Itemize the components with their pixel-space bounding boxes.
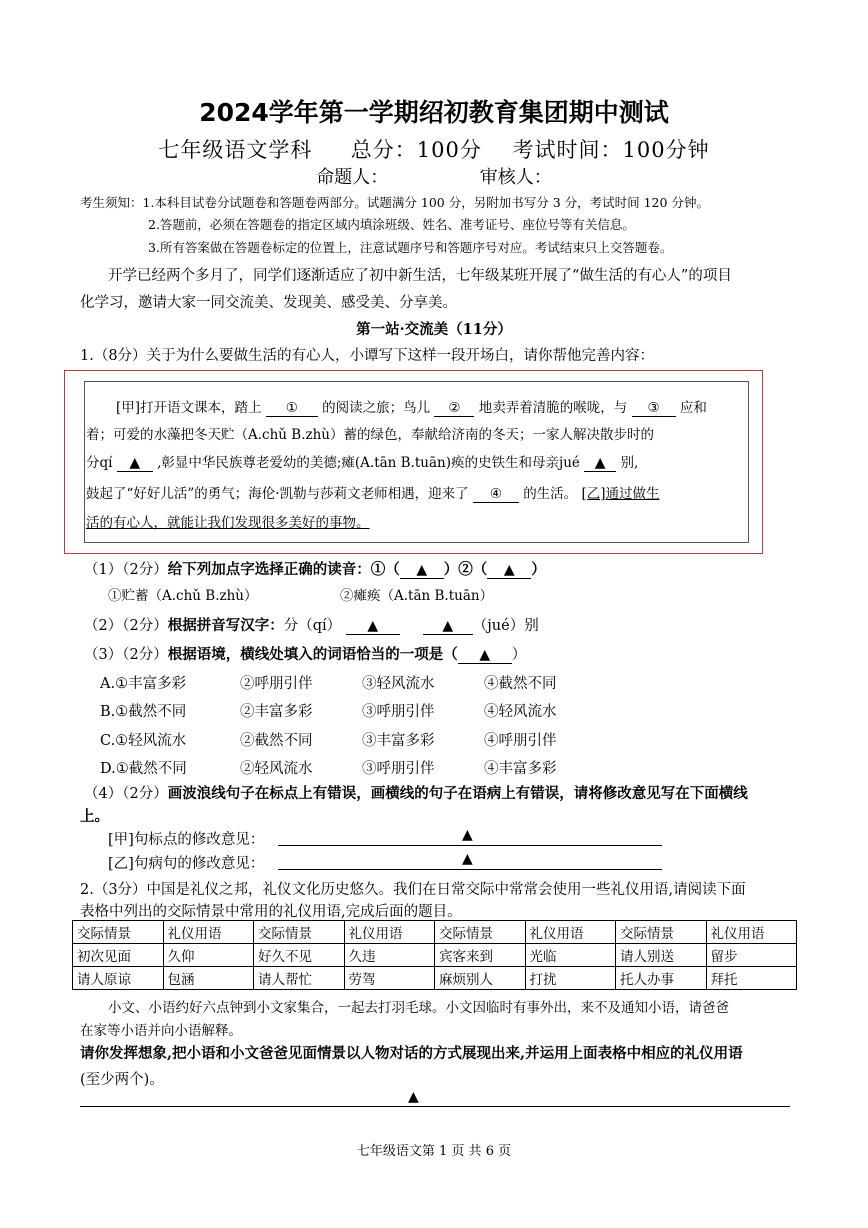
notice-line-1: 考生须知：1.本科目试卷分试题卷和答题卷两部分。试题满分 100 分，另附加书写分 3 分，考试时间 120 分钟。: [80, 195, 709, 210]
passage-text: 地卖弄着清脆的喉咙，与: [478, 400, 628, 416]
table-cell: 久违: [344, 944, 435, 967]
part-stem: 分（qí）: [283, 618, 342, 634]
passage-text: 鼓起了“好好儿活”的勇气；海伦·凯勒与莎莉文老师相遇，迎来了: [86, 486, 469, 502]
page-footer: 七年级语文第 1 页 共 6 页: [356, 1144, 512, 1159]
q1-stem: 1.（8分）关于为什么要做生活的有心人，小谭写下这样一段开场白，请你帮他完善内容：: [80, 348, 655, 364]
passage-text: [甲]打开语文课本，踏上: [116, 400, 262, 416]
table-cell: 交际情景: [73, 921, 164, 944]
part-stem: （jué）别: [472, 618, 539, 634]
part-number: （2）（2分）: [84, 618, 168, 634]
option-a-3: ③轻风流水: [362, 676, 435, 692]
table-cell: 请人别送: [616, 944, 707, 967]
answer-line[interactable]: [278, 845, 662, 846]
option-a-1: A.①丰富多彩: [100, 676, 187, 692]
q2-scene-1: 小文、小语约好六点钟到小文家集合，一起去打羽毛球。小文因临时有事外出，来不及通知小语，请爸爸: [108, 1000, 729, 1016]
passage-line-4: [86, 482, 660, 503]
table-row: [73, 944, 797, 967]
table-row: [73, 967, 797, 990]
table-cell: 拜托: [706, 967, 797, 990]
part-stem: ）: [531, 561, 546, 578]
q1-part1-option-a: ①贮蓄（A.chǔ B.zhù）: [108, 588, 258, 604]
answer-mark: ▲: [408, 1089, 419, 1105]
table-cell: 礼仪用语: [163, 921, 254, 944]
intro-line-2: 化学习，邀请大家一同交流美、发现美、感受美、分享美。: [80, 295, 457, 311]
table-cell: 请人原谅: [73, 967, 164, 990]
q2-stem-1: 2.（3分）中国是礼仪之邦，礼仪文化历史悠久。我们在日常交际中常常会使用一些礼仪用语,请阅读下面: [80, 882, 746, 898]
intro-line-1: 开学已经两个多月了，同学们逐渐适应了初中新生活，七年级某班开展了“做生活的有心人”的项目: [108, 268, 732, 284]
answer-blank[interactable]: ▲: [346, 618, 400, 635]
option-b-2: ②丰富多彩: [240, 704, 313, 720]
option-a-4: ④截然不同: [484, 676, 557, 692]
option-c-3: ③丰富多彩: [362, 733, 435, 749]
part-stem: ）: [511, 647, 527, 663]
part-stem: 根据拼音写汉字：: [167, 617, 284, 634]
notice-line-2: 2.答题前，必须在答题卷的指定区域内填涂班级、姓名、准考证号、座位号等有关信息。: [148, 217, 635, 232]
passage-text: 分qí: [86, 455, 113, 471]
option-b-1: B.①截然不同: [100, 704, 187, 720]
part-stem: ）②（: [443, 561, 488, 578]
passage-line-2: 着；可爱的水藻把冬天贮（A.chǔ B.zhù）蓄的绿色，奉献给济南的冬天；一家人解决散步时的: [86, 427, 654, 443]
passage-text: 的生活。: [523, 486, 578, 502]
table-cell: 交际情景: [616, 921, 707, 944]
table-cell: 交际情景: [254, 921, 345, 944]
table-cell: 礼仪用语: [525, 921, 616, 944]
exam-title: 2024学年第一学期绍初教育集团期中测试: [199, 98, 669, 127]
blank-2[interactable]: ②: [434, 400, 474, 417]
answer-blank[interactable]: ▲: [487, 562, 531, 579]
section-1-heading: 第一站·交流美（11分）: [356, 321, 512, 338]
q1-part1-stem: [84, 558, 546, 579]
table-cell: 包涵: [163, 967, 254, 990]
q1-part4-stem: [84, 782, 748, 803]
exam-subtitle: 七年级语文学科 总分：100分 考试时间：100分钟: [158, 138, 710, 162]
q1-part4-stem-cont: 上。: [80, 808, 109, 825]
answer-mark: ▲: [462, 827, 473, 843]
table-cell: 留步: [706, 944, 797, 967]
option-d-4: ④丰富多彩: [484, 761, 557, 777]
answer-blank[interactable]: ▲: [400, 562, 444, 579]
q2-scene-2: 在家等小语并向小语解释。: [80, 1023, 242, 1039]
table-cell: 交际情景: [435, 921, 526, 944]
answer-mark: ▲: [462, 851, 473, 867]
q1-part3-stem: [84, 643, 526, 664]
q1-part1-option-b: ②瘫痪（A.tān B.tuān）: [340, 588, 494, 604]
q2-task-2: (至少两个)。: [80, 1072, 164, 1088]
table-cell: 初次见面: [73, 944, 164, 967]
blank-1[interactable]: ①: [266, 400, 318, 417]
part-stem: 给下列加点字选择正确的读音：①（: [167, 561, 400, 578]
blank-4[interactable]: ④: [473, 486, 519, 503]
table-cell: 光临: [525, 944, 616, 967]
option-c-1: C.①轻风流水: [100, 733, 187, 749]
table-cell: 劳驾: [344, 967, 435, 990]
jia-correction-label: [甲]句标点的修改意见：: [108, 832, 265, 848]
passage-text: 应和: [679, 400, 707, 416]
option-c-2: ②截然不同: [240, 733, 313, 749]
option-b-3: ③呼朋引伴: [362, 704, 435, 720]
passage-line-1: [116, 396, 707, 417]
option-d-2: ②轻风流水: [240, 761, 313, 777]
answer-blank[interactable]: ▲: [117, 455, 153, 472]
answer-line[interactable]: [278, 869, 662, 870]
passage-text: 的阅读之旅；鸟儿: [322, 400, 431, 416]
part-number: （1）（2分）: [84, 562, 168, 578]
q1-part2-stem: [84, 614, 539, 635]
part-stem: 根据语境，横线处填入的词语恰当的一项是（: [167, 646, 458, 663]
table-cell: 礼仪用语: [706, 921, 797, 944]
table-cell: 久仰: [163, 944, 254, 967]
answer-blank[interactable]: ▲: [584, 455, 616, 472]
option-b-4: ④轻风流水: [484, 704, 557, 720]
table-cell: 请人帮忙: [254, 967, 345, 990]
passage-text: 别,: [620, 455, 639, 471]
table-header-row: [73, 921, 797, 944]
answer-blank[interactable]: ▲: [423, 618, 473, 635]
notice-line-3: 3.所有答案做在答题卷标定的位置上，注意试题序号和答题序号对应。考试结束只上交答题卷。: [148, 240, 673, 255]
blank-3[interactable]: ③: [632, 400, 676, 417]
option-d-3: ③呼朋引伴: [362, 761, 435, 777]
passage-text: ,彰显中华民族尊老爱幼的美德;瘫(A.tān B.tuān)痪的史铁生和母亲jué: [157, 455, 580, 471]
exam-authors: 命题人： 审核人：: [316, 167, 552, 188]
option-a-2: ②呼朋引伴: [240, 676, 313, 692]
table-cell: 麻烦别人: [435, 967, 526, 990]
part-stem: 画波浪线句子在标点上有错误，画横线的句子在语病上有错误，请将修改意见写在下面横线: [167, 785, 748, 802]
passage-line-5: 活的有心人，就能让我们发现很多美好的事物。: [86, 515, 370, 531]
yi-correction-label: [乙]句病句的修改意见：: [108, 856, 265, 872]
part-number: （3）（2分）: [84, 647, 168, 663]
table-cell: 托人办事: [616, 967, 707, 990]
part-number: （4）（2分）: [84, 786, 168, 802]
answer-line[interactable]: [80, 1106, 790, 1107]
table-cell: 好久不见: [254, 944, 345, 967]
option-d-1: D.①截然不同: [100, 761, 187, 777]
option-c-4: ④呼朋引伴: [484, 733, 557, 749]
table-cell: 宾客来到: [435, 944, 526, 967]
etiquette-table: [72, 920, 797, 990]
table-cell: 打扰: [525, 967, 616, 990]
q2-task-1: 请你发挥想象,把小语和小文爸爸见面情景以人物对话的方式展现出来,并运用上面表格中相应的礼仪用语: [80, 1045, 743, 1062]
passage-line-3: [86, 451, 638, 472]
underlined-sentence: [乙]通过做生: [581, 486, 660, 502]
q2-stem-2: 表格中列出的交际情景中常用的礼仪用语,完成后面的题目。: [80, 904, 462, 920]
table-cell: 礼仪用语: [344, 921, 435, 944]
answer-blank[interactable]: ▲: [458, 647, 512, 664]
